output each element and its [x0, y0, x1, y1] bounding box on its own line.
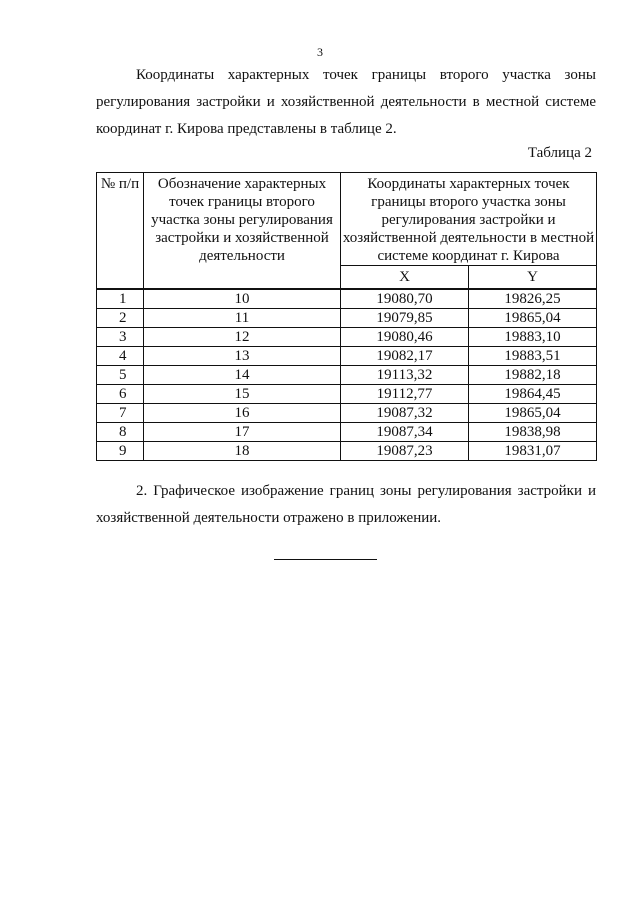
row-x: 19087,32: [341, 404, 469, 423]
row-number: 3: [97, 328, 144, 347]
row-point: 12: [144, 328, 341, 347]
table-caption: Таблица 2: [527, 145, 592, 161]
row-y: 19826,25: [469, 289, 597, 309]
row-x: 19087,34: [341, 423, 469, 442]
header-designation: Обозначение характерных точек границы второго участка зоны регулирования застройки и хозяйственной деятельности: [144, 173, 341, 290]
row-x: 19079,85: [341, 309, 469, 328]
row-point: 14: [144, 366, 341, 385]
table-row: [97, 347, 597, 366]
table-row: [97, 366, 597, 385]
table-row: [97, 423, 597, 442]
row-point: 16: [144, 404, 341, 423]
row-number: 2: [97, 309, 144, 328]
row-number: 9: [97, 442, 144, 461]
row-point: 17: [144, 423, 341, 442]
coordinates-table: [96, 172, 597, 461]
row-y: 19882,18: [469, 366, 597, 385]
table-row: [97, 289, 597, 309]
row-x: 19082,17: [341, 347, 469, 366]
row-point: 15: [144, 385, 341, 404]
row-y: 19865,04: [469, 404, 597, 423]
row-point: 18: [144, 442, 341, 461]
page-number: 3: [317, 45, 323, 59]
row-x: 19080,70: [341, 289, 469, 309]
row-y: 19865,04: [469, 309, 597, 328]
table-row: [97, 442, 597, 461]
row-number: 7: [97, 404, 144, 423]
row-x: 19112,77: [341, 385, 469, 404]
table-row: [97, 404, 597, 423]
row-x: 19080,46: [341, 328, 469, 347]
row-number: 8: [97, 423, 144, 442]
row-point: 13: [144, 347, 341, 366]
table-row: [97, 309, 597, 328]
row-y: 19838,98: [469, 423, 597, 442]
row-x: 19087,23: [341, 442, 469, 461]
row-point: 11: [144, 309, 341, 328]
row-y: 19831,07: [469, 442, 597, 461]
row-number: 4: [97, 347, 144, 366]
intro-paragraph: Координаты характерных точек границы второго участка зоны регулирования застройки и хозяйственной деятельности в местной системе координат г. Кирова представлены в таблице 2.: [96, 67, 596, 137]
table-row: [97, 328, 597, 347]
row-number: 1: [97, 289, 144, 309]
end-divider: [274, 559, 377, 560]
header-y: Y: [469, 266, 597, 290]
row-y: 19864,45: [469, 385, 597, 404]
row-y: 19883,51: [469, 347, 597, 366]
row-number: 5: [97, 366, 144, 385]
header-x: X: [341, 266, 469, 290]
row-number: 6: [97, 385, 144, 404]
row-y: 19883,10: [469, 328, 597, 347]
row-point: 10: [144, 289, 341, 309]
header-coordinates: Координаты характерных точек границы второго участка зоны регулирования застройки и хозяйственной деятельности в местной системе координат г. Кирова: [341, 173, 597, 266]
closing-paragraph: 2. Графическое изображение границ зоны регулирования застройки и хозяйственной деятельности отражено в приложении.: [96, 483, 596, 526]
table-row: [97, 385, 597, 404]
row-x: 19113,32: [341, 366, 469, 385]
header-number: № п/п: [97, 173, 144, 290]
